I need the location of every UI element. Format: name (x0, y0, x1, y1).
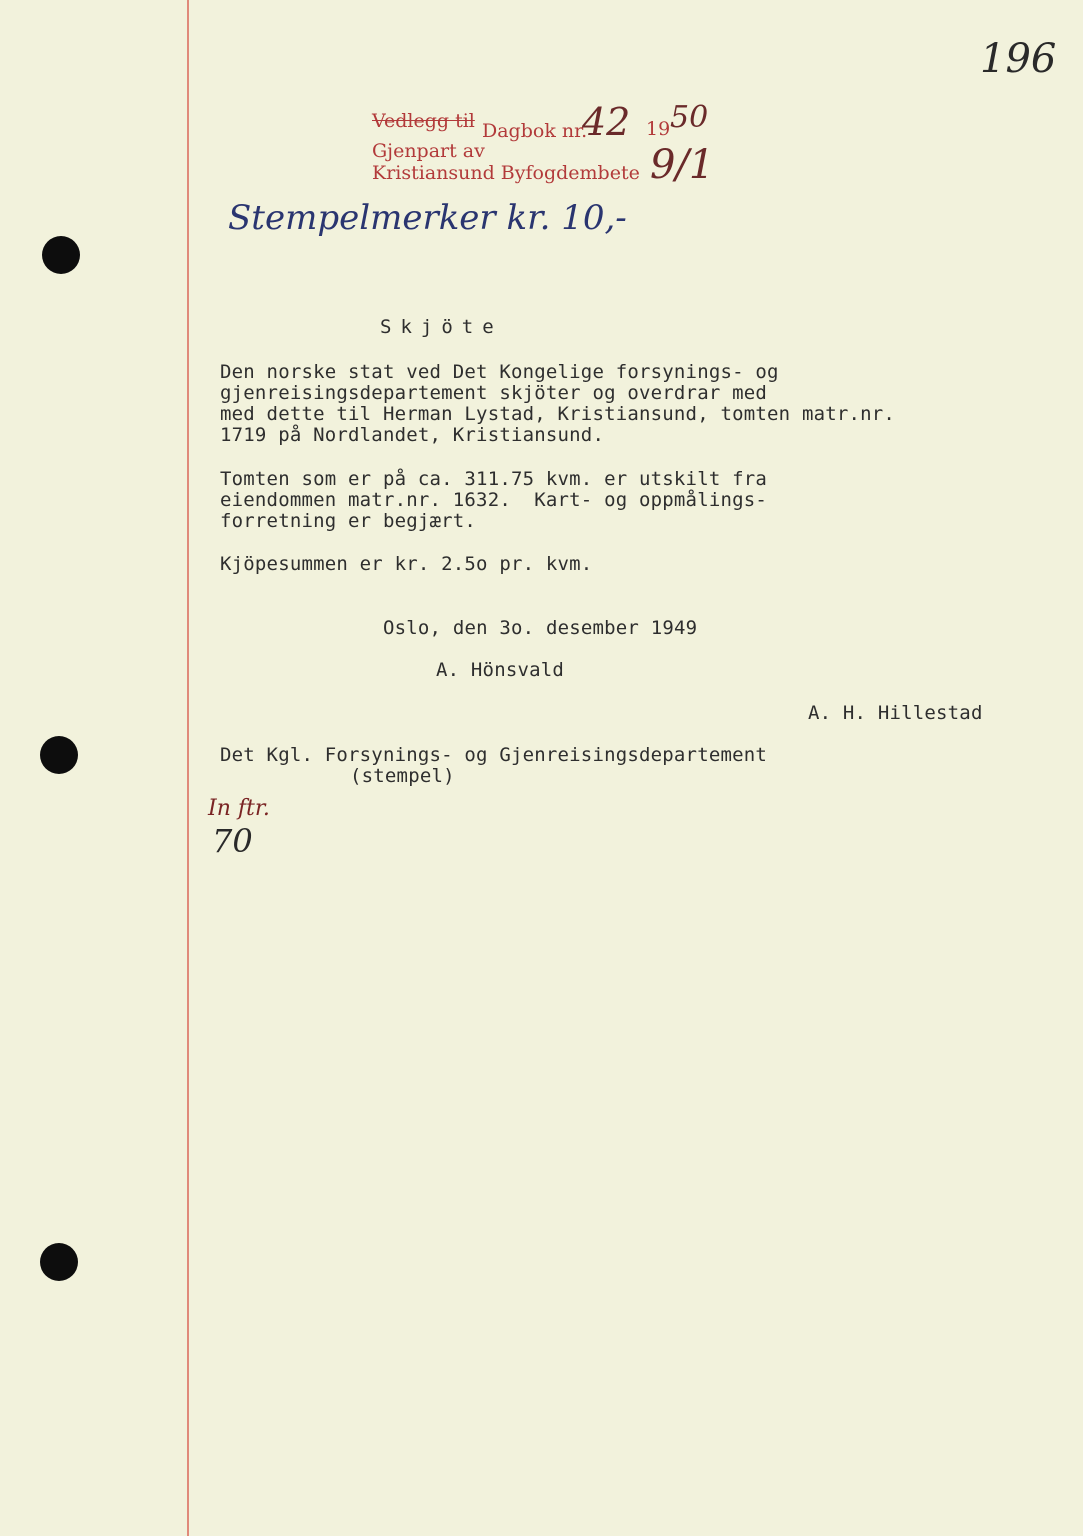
document-title: Skjöte (380, 316, 503, 338)
department-name: Det Kgl. Forsynings- og Gjenreisingsdepartement (220, 744, 768, 766)
paragraph-1-line: gjenreisingsdepartement skjöter og overdrar med (220, 382, 768, 404)
margin-note-line2: 70 (212, 822, 253, 860)
paragraph-2-line: forretning er begjært. (220, 510, 477, 532)
purchase-price: Kjöpesummen er kr. 2.5o pr. kvm. (220, 553, 593, 575)
stamp-date: 9/1 (650, 142, 715, 188)
page-number: 196 (980, 36, 1057, 82)
stamp-year-prefix: 19 (646, 118, 671, 140)
stamp-line1-struck: Vedlegg til (372, 110, 475, 132)
paragraph-2-line: Tomten som er på ca. 311.75 kvm. er utskilt fra (220, 468, 768, 490)
paragraph-1-line: 1719 på Nordlandet, Kristiansund. (220, 424, 605, 446)
signer-2: A. H. Hillestad (808, 702, 983, 724)
margin-line (187, 0, 189, 1536)
stamp-dagbok-label: Dagbok nr. (482, 120, 588, 142)
stamp-year-suffix: 50 (670, 100, 709, 135)
stamp-note: (stempel) (350, 765, 455, 787)
paragraph-1-line: med dette til Herman Lystad, Kristiansund, tomten matr.nr. (220, 403, 896, 425)
place-date: Oslo, den 3o. desember 1949 (383, 617, 698, 639)
stamp-line2: Gjenpart av (372, 140, 485, 162)
stamp-dagbok-number: 42 (582, 100, 631, 144)
punch-hole-middle (40, 736, 78, 774)
paragraph-1-line: Den norske stat ved Det Kongelige forsynings- og (220, 361, 779, 383)
punch-hole-bottom (40, 1243, 78, 1281)
handwritten-stamp-fee: Stempelmerker kr. 10,- (228, 198, 627, 238)
margin-note-line1: In ftr. (208, 796, 270, 821)
paragraph-2-line: eiendommen matr.nr. 1632. Kart- og oppmålings- (220, 489, 768, 511)
punch-hole-top (42, 236, 80, 274)
stamp-line3: Kristiansund Byfogdembete (372, 162, 640, 184)
signer-1: A. Hönsvald (436, 659, 565, 681)
